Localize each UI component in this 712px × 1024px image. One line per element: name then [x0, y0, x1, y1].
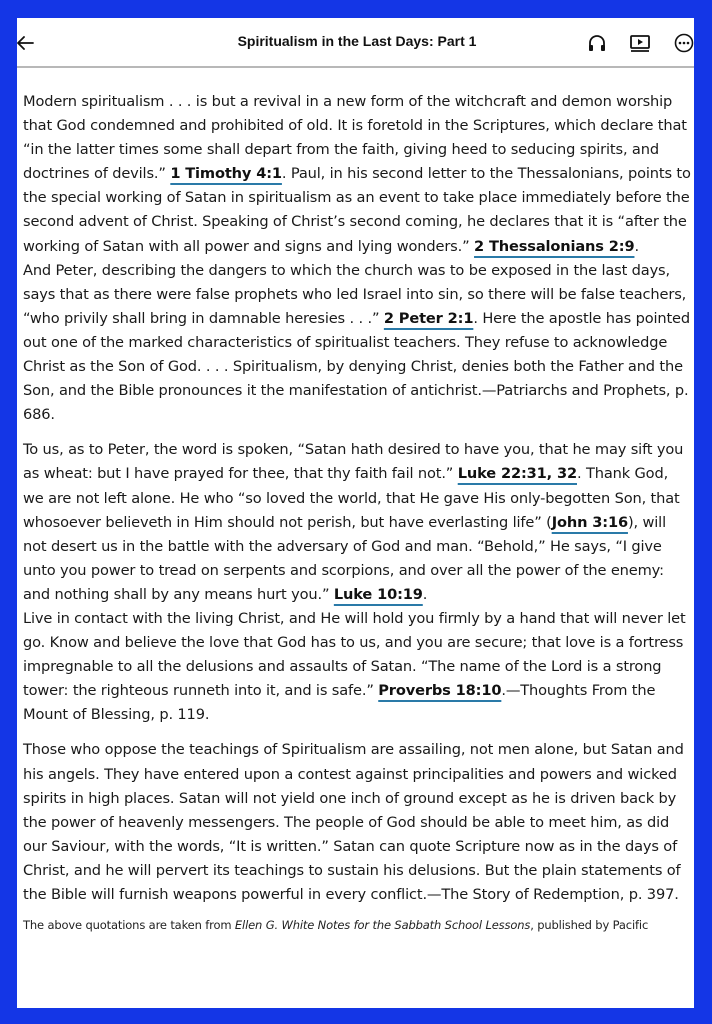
scripture-link-luke-10[interactable]: Luke 10:19: [333, 585, 423, 603]
scripture-link-proverbs[interactable]: Proverbs 18:10: [378, 682, 502, 700]
source-note: [23, 917, 691, 933]
app-window: [17, 18, 694, 1008]
paragraph-text: Modern spiritualism . . . is but a revival in a new form of the witchcraft and demon worship that God condemned and prohibited of old. It is foretold in the Scriptures, which declare that “in the latter times some shall depart from the faith, giving heed to seducing spirits, and doctrines of devils.”: [23, 93, 687, 183]
page-title: Spiritualism in the Last Days: Part 1: [237, 33, 477, 49]
paragraph-2: [23, 259, 691, 428]
paragraph-text: ), will not desert us in the battle with the adversary of God and man. “Behold,” He says, “I give unto you power to tread on serpents and scorpions, and over all the power of the enemy: and nothing shall by any means hurt you.”: [23, 513, 666, 603]
paragraph-text: Live in contact with the living Christ, and He will hold you firmly by a hand that will never let go. Know and believe the love that God has to us, and you are secure; that love is a fortress impregnable to all the delusions and assaults of Satan. “The name of the Lord is a strong tower: the righteous runneth into it, and is safe.”: [23, 609, 686, 700]
source-note-text: The above quotations are taken from: [23, 918, 235, 933]
scripture-link-2-peter[interactable]: 2 Peter 2:1: [383, 309, 474, 327]
more-options-icon[interactable]: [672, 31, 694, 55]
scripture-link-1-timothy[interactable]: 1 Timothy 4:1: [170, 165, 282, 183]
paragraph-text: .: [422, 585, 428, 603]
paragraph-text: And Peter, describing the dangers to which the church was to be exposed in the last days, says that as there were false prophets who led Israel into sin, so there will be false teachers, “who privily shall bring in damnable heresies . . .”: [23, 261, 687, 327]
paragraph-text: .—Thoughts From the Mount of Blessing, p. 119.: [23, 682, 656, 724]
arrow-left-icon[interactable]: [17, 31, 37, 55]
scripture-link-john-3[interactable]: John 3:16: [551, 513, 628, 531]
scripture-link-luke-22[interactable]: Luke 22:31, 32: [457, 465, 577, 483]
paragraph-text: .: [634, 237, 639, 255]
paragraph-text: . Thank God, we are not left alone. He who “so loved the world, that He gave His only-begotten Son, that whosoever believeth in Him should not perish, but have everlasting life” (: [23, 465, 680, 531]
play-video-icon[interactable]: [628, 31, 652, 55]
source-book-title: Ellen G. White Notes for the Sabbath School Lessons: [234, 918, 531, 933]
paragraph-text: . Paul, in his second letter to the Thessalonians, points to the special working of Satan in spiritualism as an event to take place immediately before the second advent of Christ. Speaking of Christ’s second coming, he declares that it is “after the working of Satan with all power and signs and lying wonders.”: [23, 165, 691, 255]
source-note-text: , published by Pacific: [530, 918, 649, 933]
paragraph-text: Those who oppose the teachings of Spiritualism are assailing, not men alone, but Satan and his angels. They have entered upon a contest against principalities and powers and wicked spirits in high places. Satan will not yield one inch of ground except as he is driven back by the power of heavenly messengers. The people of God should be able to meet him, as did our Saviour, with the words, “It is written.” Satan can quote Scripture now as in the days of Christ, and he will pervert its teachings to sustain his delusions. But the plain statements of the Bible will furnish weapons powerful in every conflict.—The Story of Redemption, p. 397.: [23, 741, 684, 903]
paragraph-text: . Here the apostle has pointed out one of the marked characteristics of spiritualist teachers. They refuse to acknowledge Christ as the Son of God. . . . Spiritualism, by denying Christ, denies both the Father and the Son, and the Bible pronounces it the manifestation of antichrist.—Patriarchs and Prophets, p. 686.: [23, 309, 690, 424]
paragraph-1: [23, 90, 691, 259]
paragraph-spacer: [23, 427, 691, 438]
paragraph-4: [23, 607, 691, 727]
paragraph-text: To us, as to Peter, the word is spoken, “Satan hath desired to have you, that he may sift you as wheat: but I have prayed for thee, that thy faith fail not.”: [23, 441, 684, 483]
reading-content: [23, 90, 691, 933]
paragraph-5: [23, 738, 691, 907]
scripture-link-2-thessalonians[interactable]: 2 Thessalonians 2:9: [474, 237, 635, 255]
headphones-icon[interactable]: [585, 31, 609, 55]
paragraph-3: [23, 438, 691, 607]
paragraph-spacer: [23, 727, 691, 738]
top-bar: [17, 18, 694, 68]
header-divider: [17, 66, 694, 68]
